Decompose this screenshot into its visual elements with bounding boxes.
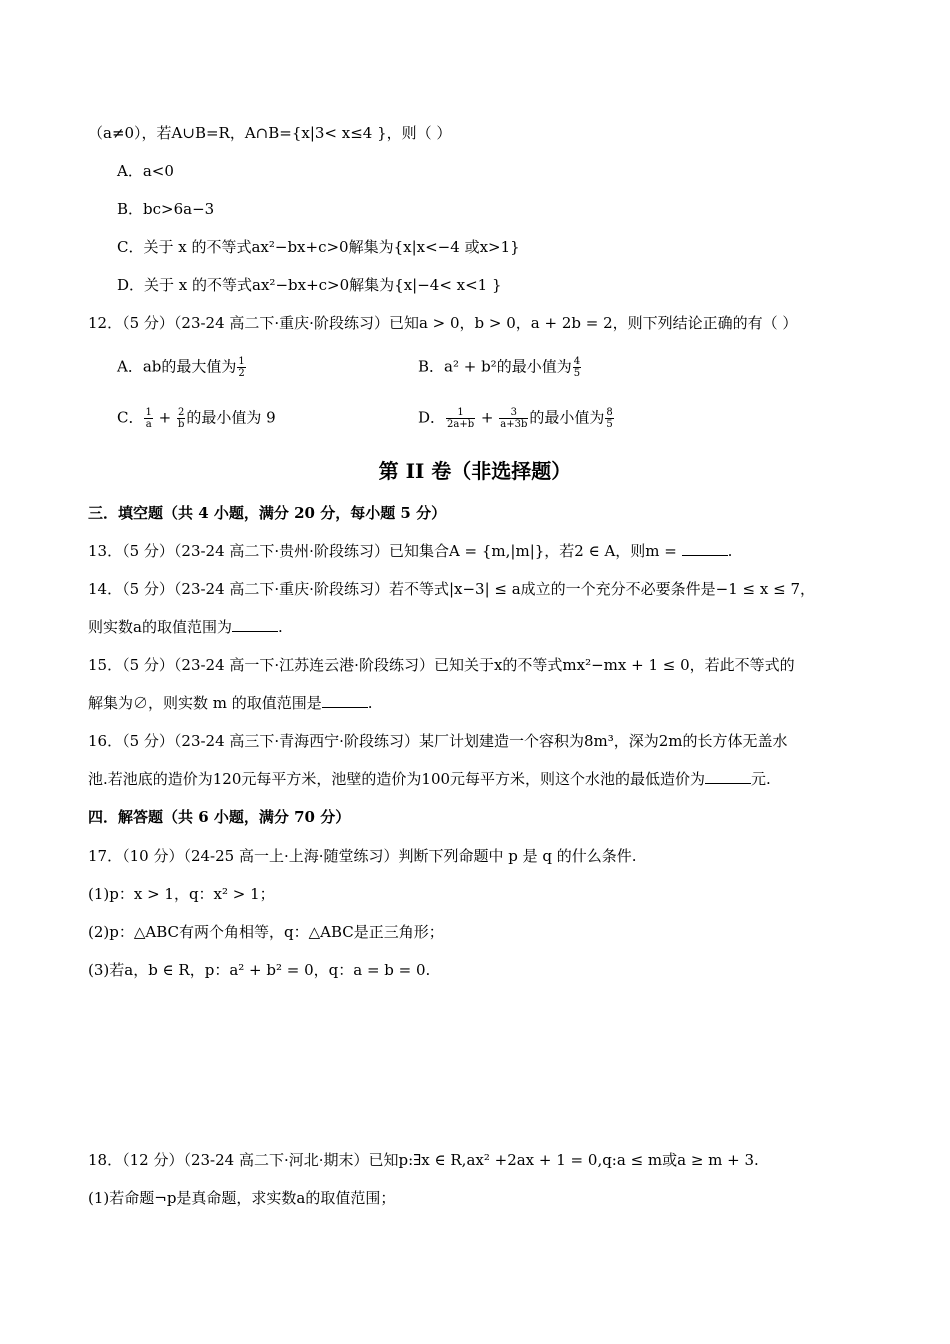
q12-option-c-text: 的最小值为 9	[186, 408, 276, 427]
q16-end: 元.	[751, 770, 771, 788]
q12-option-b	[418, 356, 582, 379]
q15-end: .	[367, 694, 373, 712]
q11-option-b: B．bc>6a−3	[117, 200, 215, 218]
fraction-numerator: 1	[446, 407, 475, 419]
answer-blank[interactable]	[322, 693, 368, 708]
fraction-denominator: b	[177, 419, 185, 430]
q17-part-2: (2)p：△ABC有两个角相等，q：△ABC是正三角形；	[88, 923, 444, 941]
fraction	[605, 407, 613, 430]
answer-blank[interactable]	[232, 617, 278, 632]
fraction	[446, 407, 475, 430]
fraction	[499, 407, 528, 430]
fraction	[177, 407, 185, 430]
fraction-numerator: 1	[145, 407, 152, 418]
q15-text: 解集为∅，则实数 m 的取值范围是	[88, 694, 322, 712]
q11-stem-continuation: （a≠0），若A∪B=R，A∩B={x|3< x≤4 }，则（ ）	[88, 124, 452, 142]
fraction-numerator: 2	[177, 407, 185, 418]
q12-option-d-label: D．	[418, 408, 446, 427]
q14-line-1: 14．（5 分）（23-24 高二下·重庆·阶段练习）若不等式|x−3| ≤ a成立的一个充分不必要条件是−1 ≤ x ≤ 7，	[88, 580, 815, 598]
q12-option-b-text: B．a² + b²的最小值为	[418, 357, 572, 376]
fraction-numerator: 1	[238, 356, 245, 367]
q17-part-3: (3)若a，b ∈ R，p：a² + b² = 0，q：a = b = 0.	[88, 961, 431, 979]
q15-line-2	[88, 693, 373, 713]
q16-line-2	[88, 769, 771, 789]
q14-line-2	[88, 617, 283, 637]
fraction	[573, 356, 581, 379]
q18-part-1: (1)若命题¬p是真命题，求实数a的取值范围；	[88, 1189, 396, 1207]
q16-line-1: 16．（5 分）（23-24 高三下·青海西宁·阶段练习）某厂计划建造一个容积为8m³，深为2m的长方体无盖水	[88, 732, 788, 750]
q14-end: .	[277, 618, 283, 636]
q18-stem: 18．（12 分）（23-24 高二下·河北·期末）已知p:∃x ∈ R,ax² +2ax + 1 = 0,q:a ≤ m或a ≥ m + 3.	[88, 1151, 759, 1169]
q13	[88, 541, 732, 561]
section-4-heading: 四．解答题（共 6 小题，满分 70 分）	[88, 808, 351, 826]
fraction	[144, 407, 152, 430]
q17-stem: 17．（10 分）（24-25 高一上·上海·随堂练习）判断下列命题中 p 是 q 的什么条件.	[88, 847, 637, 865]
fraction-numerator: 8	[606, 407, 613, 418]
q16-text: 池.若池底的造价为120元每平方米，池壁的造价为100元每平方米，则这个水池的最低造价为	[88, 770, 706, 788]
q12-option-d	[418, 407, 615, 430]
q11-option-d: D．关于 x 的不等式ax²−bx+c>0解集为{x|−4< x<1 }	[117, 276, 502, 294]
fraction-denominator: a+3b	[500, 419, 528, 430]
q14-text: 则实数a的取值范围为	[88, 618, 232, 636]
plus-sign: +	[153, 408, 176, 427]
fraction-denominator: 2	[238, 368, 245, 379]
q12-option-c-label: C．	[117, 408, 144, 427]
fraction-denominator: a	[145, 419, 152, 430]
q13-text: 13．（5 分）（23-24 高二下·贵州·阶段练习）已知集合A = {m,|m|}，若2 ∈ A，则m =	[88, 542, 682, 560]
plus-sign: +	[476, 408, 499, 427]
q12-option-a-text: A．ab的最大值为	[117, 357, 237, 376]
q13-end: .	[727, 542, 733, 560]
fraction-numerator: 4	[573, 356, 581, 367]
fraction	[237, 356, 245, 379]
answer-blank[interactable]	[705, 769, 751, 784]
part2-title: 第 II 卷（非选择题）	[378, 459, 572, 483]
section-3-heading: 三．填空题（共 4 小题，满分 20 分，每小题 5 分）	[88, 504, 447, 522]
q12-option-c	[117, 407, 276, 430]
q12-option-a	[117, 356, 247, 379]
fraction-denominator: 2a+b	[447, 419, 475, 430]
q11-option-a: A．a<0	[117, 162, 174, 180]
answer-blank[interactable]	[682, 541, 728, 556]
fraction-numerator: 3	[499, 407, 528, 419]
q12-stem: 12．（5 分）（23-24 高二下·重庆·阶段练习）已知a > 0，b > 0，a + 2b = 2，则下列结论正确的有（ ）	[88, 314, 798, 332]
q11-option-c: C．关于 x 的不等式ax²−bx+c>0解集为{x|x<−4 或x>1}	[117, 238, 520, 256]
fraction-denominator: 5	[573, 368, 581, 379]
q17-part-1: (1)p：x > 1，q：x² > 1；	[88, 885, 275, 903]
fraction-denominator: 5	[606, 419, 613, 430]
q12-option-d-text: 的最小值为	[529, 408, 605, 427]
q15-line-1: 15．（5 分）（23-24 高一下·江苏连云港·阶段练习）已知关于x的不等式mx²−mx + 1 ≤ 0，若此不等式的	[88, 656, 795, 674]
